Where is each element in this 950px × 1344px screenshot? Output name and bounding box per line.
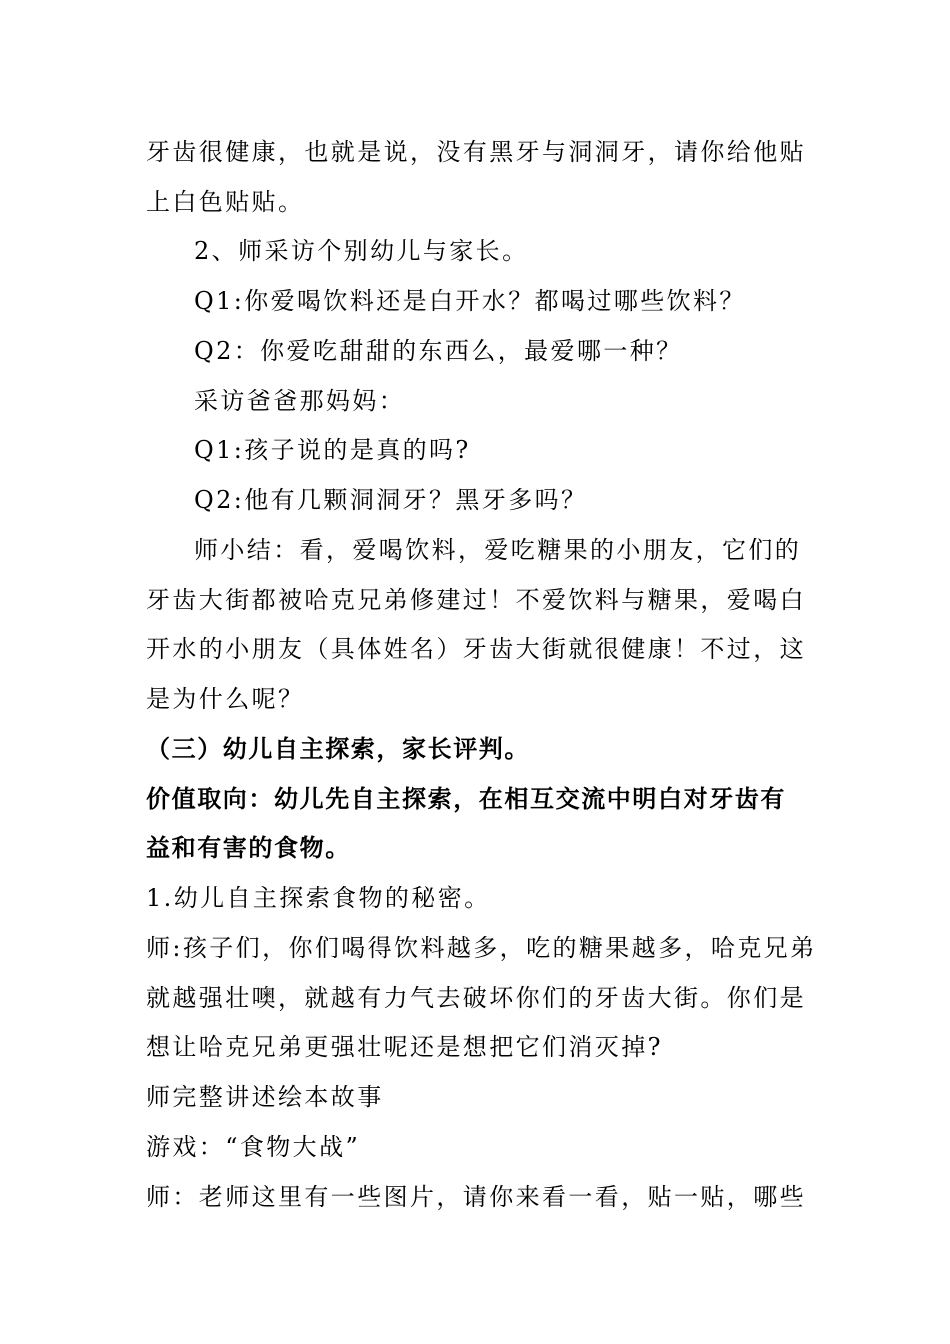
summary-line: 牙齿大街都被哈克兄弟修建过！不爱饮料与糖果，爱喝白 xyxy=(146,586,806,614)
paragraph-line: 想让哈克兄弟更强壮呢还是想把它们消灭掉? xyxy=(146,1033,663,1061)
question-line: Q2：你爱吃甜甜的东西么，最爱哪一种？ xyxy=(194,337,683,365)
value-orientation-line: 益和有害的食物。 xyxy=(146,834,351,862)
section-heading: （三）幼儿自主探索，家长评判。 xyxy=(146,735,530,763)
paragraph-line: 上白色贴贴。 xyxy=(146,188,305,216)
summary-line: 开水的小朋友（具体姓名）牙齿大街就很健康！不过，这 xyxy=(146,635,806,663)
paragraph-line: 师完整讲述绘本故事 xyxy=(146,1083,384,1111)
paragraph-line: 牙齿很健康，也就是说，没有黑牙与洞洞牙，请你给他贴 xyxy=(146,138,806,166)
paragraph-line: 师:孩子们，你们喝得饮料越多，吃的糖果越多，哈克兄弟 xyxy=(146,934,817,962)
step-heading: 1.幼儿自主探索食物的秘密。 xyxy=(146,884,491,912)
paragraph-line: 就越强壮噢，就越有力气去破坏你们的牙齿大街。你们是 xyxy=(146,984,806,1012)
summary-line: 是为什么呢？ xyxy=(146,685,305,713)
game-title-line: 游戏：“食物大战” xyxy=(146,1133,361,1161)
question-line: Q1:你爱喝饮料还是白开水？都喝过哪些饮料？ xyxy=(194,287,746,315)
question-line: Q1:孩子说的是真的吗? xyxy=(194,436,471,464)
summary-line: 师小结：看，爱喝饮料，爱吃糖果的小朋友，它们的 xyxy=(194,536,802,564)
paragraph-line: 采访爸爸那妈妈： xyxy=(194,387,406,415)
value-orientation-line: 价值取向：幼儿先自主探索，在相互交流中明白对牙齿有 xyxy=(146,785,786,813)
question-line: Q2:他有几颗洞洞牙？黑牙多吗？ xyxy=(194,486,588,514)
paragraph-line: 师：老师这里有一些图片，请你来看一看，贴一贴，哪些 xyxy=(146,1183,806,1211)
step-heading: 2、师采访个别幼儿与家长。 xyxy=(194,237,529,265)
